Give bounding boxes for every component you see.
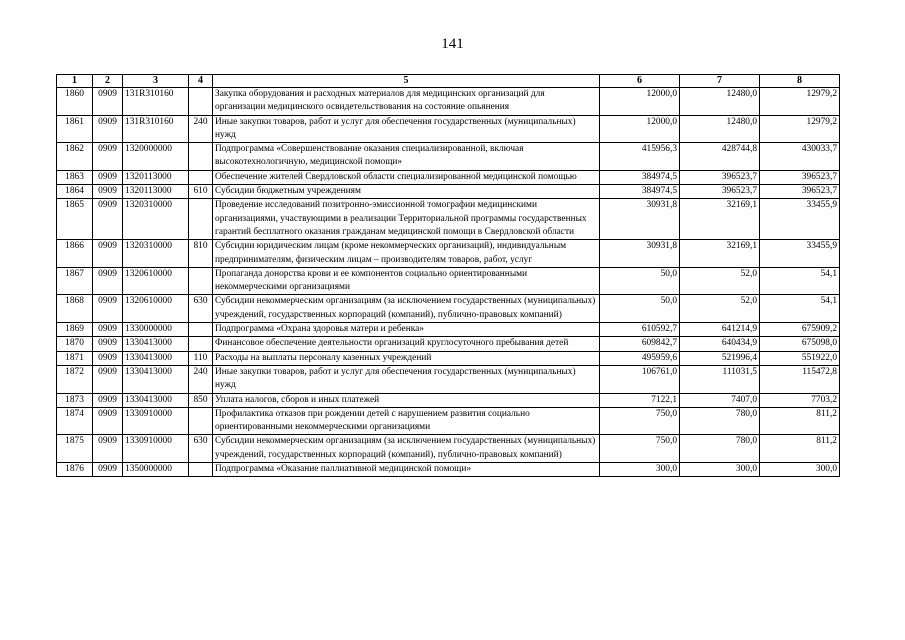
amount-year3-cell: 675098,0 [760,337,840,351]
table-header-row [57,75,840,88]
amount-year3-cell: 675909,2 [760,323,840,337]
description-cell: Иные закупки товаров, работ и услуг для обеспечения государственных (муниципальных) нужд [213,115,600,143]
description-cell: Субсидии юридическим лицам (кроме некоммерческих организаций), индивидуальным предпринимателям, физическим лицам – производителям товаров, работ, услуг [213,240,600,268]
section-code-cell: 0909 [93,407,123,435]
amount-year2-cell: 111031,5 [680,365,760,393]
expense-type-cell [189,323,213,337]
row-number-cell: 1860 [57,88,93,116]
row-number-cell: 1876 [57,463,93,477]
section-code-cell: 0909 [93,88,123,116]
column-header: 7 [680,75,760,88]
column-header: 2 [93,75,123,88]
amount-year3-cell: 396523,7 [760,170,840,184]
table-row [57,463,840,477]
expense-type-cell: 630 [189,435,213,463]
amount-year3-cell: 811,2 [760,435,840,463]
table-row [57,407,840,435]
table-row [57,185,840,199]
amount-year3-cell: 115472,8 [760,365,840,393]
section-code-cell: 0909 [93,463,123,477]
target-code-cell: 131R310160 [123,88,189,116]
amount-year1-cell: 384974,5 [600,185,680,199]
amount-year3-cell: 33455,9 [760,199,840,240]
row-number-cell: 1870 [57,337,93,351]
section-code-cell: 0909 [93,435,123,463]
amount-year1-cell: 384974,5 [600,170,680,184]
amount-year1-cell: 30931,8 [600,240,680,268]
amount-year2-cell: 12480,0 [680,115,760,143]
table-row [57,143,840,171]
table-row [57,435,840,463]
row-number-cell: 1873 [57,393,93,407]
amount-year2-cell: 640434,9 [680,337,760,351]
section-code-cell: 0909 [93,185,123,199]
section-code-cell: 0909 [93,351,123,365]
amount-year2-cell: 52,0 [680,295,760,323]
row-number-cell: 1864 [57,185,93,199]
amount-year3-cell: 12979,2 [760,115,840,143]
amount-year1-cell: 50,0 [600,267,680,295]
expense-type-cell: 850 [189,393,213,407]
section-code-cell: 0909 [93,323,123,337]
description-cell: Пропаганда донорства крови и ее компонентов социально ориентированными некоммерческими организациями [213,267,600,295]
amount-year3-cell: 7703,2 [760,393,840,407]
section-code-cell: 0909 [93,393,123,407]
section-code-cell: 0909 [93,143,123,171]
row-number-cell: 1875 [57,435,93,463]
table-row [57,295,840,323]
amount-year3-cell: 12979,2 [760,88,840,116]
expense-type-cell [189,88,213,116]
column-header: 6 [600,75,680,88]
target-code-cell: 1330413000 [123,393,189,407]
amount-year1-cell: 30931,8 [600,199,680,240]
row-number-cell: 1869 [57,323,93,337]
description-cell: Подпрограмма «Охрана здоровья матери и ребенка» [213,323,600,337]
table-row [57,365,840,393]
description-cell: Закупка оборудования и расходных материалов для медицинских организаций для организации медицинского освидетельствования на состояние опьянения [213,88,600,116]
amount-year3-cell: 396523,7 [760,185,840,199]
description-cell: Подпрограмма «Совершенствование оказания специализированной, включая высокотехнологичную, медицинской помощи» [213,143,600,171]
table-row [57,267,840,295]
description-cell: Субсидии бюджетным учреждениям [213,185,600,199]
description-cell: Расходы на выплаты персоналу казенных учреждений [213,351,600,365]
table-row [57,199,840,240]
table-row [57,393,840,407]
section-code-cell: 0909 [93,115,123,143]
description-cell: Профилактика отказов при рождении детей с нарушением развития социально ориентированными некоммерческими организациями [213,407,600,435]
table-row [57,115,840,143]
row-number-cell: 1861 [57,115,93,143]
column-header: 5 [213,75,600,88]
column-header: 4 [189,75,213,88]
target-code-cell: 1330000000 [123,323,189,337]
column-header: 3 [123,75,189,88]
row-number-cell: 1866 [57,240,93,268]
section-code-cell: 0909 [93,365,123,393]
amount-year2-cell: 428744,8 [680,143,760,171]
description-cell: Субсидии некоммерческим организациям (за исключением государственных (муниципальных) учреждений, государственных корпораций (компаний), публично-правовых компаний) [213,295,600,323]
amount-year2-cell: 396523,7 [680,185,760,199]
amount-year3-cell: 430033,7 [760,143,840,171]
table-row [57,170,840,184]
row-number-cell: 1867 [57,267,93,295]
amount-year2-cell: 12480,0 [680,88,760,116]
amount-year3-cell: 54,1 [760,267,840,295]
row-number-cell: 1874 [57,407,93,435]
column-header: 8 [760,75,840,88]
table-row [57,323,840,337]
amount-year2-cell: 32169,1 [680,199,760,240]
description-cell: Обеспечение жителей Свердловской области специализированной медицинской помощью [213,170,600,184]
description-cell: Уплата налогов, сборов и иных платежей [213,393,600,407]
target-code-cell: 1330413000 [123,337,189,351]
amount-year3-cell: 300,0 [760,463,840,477]
row-number-cell: 1862 [57,143,93,171]
amount-year1-cell: 106761,0 [600,365,680,393]
amount-year1-cell: 415956,3 [600,143,680,171]
amount-year1-cell: 50,0 [600,295,680,323]
amount-year2-cell: 521996,4 [680,351,760,365]
table-row [57,240,840,268]
target-code-cell: 1320113000 [123,170,189,184]
amount-year2-cell: 396523,7 [680,170,760,184]
amount-year1-cell: 610592,7 [600,323,680,337]
target-code-cell: 1330413000 [123,351,189,365]
amount-year1-cell: 495959,6 [600,351,680,365]
target-code-cell: 1320000000 [123,143,189,171]
section-code-cell: 0909 [93,295,123,323]
expense-type-cell [189,407,213,435]
expense-type-cell [189,337,213,351]
section-code-cell: 0909 [93,267,123,295]
description-cell: Иные закупки товаров, работ и услуг для обеспечения государственных (муниципальных) нужд [213,365,600,393]
amount-year2-cell: 780,0 [680,435,760,463]
budget-table [56,74,840,477]
expense-type-cell: 110 [189,351,213,365]
page-number: 141 [441,36,464,52]
table-body [57,88,840,477]
target-code-cell: 1350000000 [123,463,189,477]
expense-type-cell: 610 [189,185,213,199]
section-code-cell: 0909 [93,337,123,351]
description-cell: Субсидии некоммерческим организациям (за исключением государственных (муниципальных) учреждений, государственных корпораций (компаний), публично-правовых компаний) [213,435,600,463]
expense-type-cell: 240 [189,365,213,393]
amount-year3-cell: 54,1 [760,295,840,323]
amount-year1-cell: 12000,0 [600,88,680,116]
row-number-cell: 1865 [57,199,93,240]
row-number-cell: 1872 [57,365,93,393]
description-cell: Финансовое обеспечение деятельности организаций круглосуточного пребывания детей [213,337,600,351]
amount-year2-cell: 52,0 [680,267,760,295]
target-code-cell: 1320610000 [123,267,189,295]
expense-type-cell: 810 [189,240,213,268]
expense-type-cell: 630 [189,295,213,323]
expense-type-cell: 240 [189,115,213,143]
amount-year1-cell: 609842,7 [600,337,680,351]
target-code-cell: 1320310000 [123,199,189,240]
description-cell: Подпрограмма «Оказание паллиативной медицинской помощи» [213,463,600,477]
target-code-cell: 1320610000 [123,295,189,323]
amount-year2-cell: 32169,1 [680,240,760,268]
target-code-cell: 1320310000 [123,240,189,268]
amount-year1-cell: 750,0 [600,435,680,463]
amount-year2-cell: 780,0 [680,407,760,435]
expense-type-cell [189,267,213,295]
description-cell: Проведение исследований позитронно-эмиссионной томографии медицинскими организациями, участвующими в реализации Территориальной программы государственных гарантий бесплатного оказания гражданам медицинской помощи в Свердловской области [213,199,600,240]
section-code-cell: 0909 [93,170,123,184]
row-number-cell: 1868 [57,295,93,323]
table-row [57,88,840,116]
row-number-cell: 1871 [57,351,93,365]
amount-year1-cell: 750,0 [600,407,680,435]
target-code-cell: 1320113000 [123,185,189,199]
target-code-cell: 1330910000 [123,407,189,435]
amount-year1-cell: 300,0 [600,463,680,477]
amount-year1-cell: 12000,0 [600,115,680,143]
row-number-cell: 1863 [57,170,93,184]
target-code-cell: 1330910000 [123,435,189,463]
column-header: 1 [57,75,93,88]
expense-type-cell [189,143,213,171]
amount-year2-cell: 641214,9 [680,323,760,337]
section-code-cell: 0909 [93,199,123,240]
expense-type-cell [189,170,213,184]
target-code-cell: 1330413000 [123,365,189,393]
table-row [57,337,840,351]
table-row [57,351,840,365]
target-code-cell: 131R310160 [123,115,189,143]
expense-type-cell [189,199,213,240]
amount-year1-cell: 7122,1 [600,393,680,407]
amount-year3-cell: 551922,0 [760,351,840,365]
amount-year2-cell: 7407,0 [680,393,760,407]
expense-type-cell [189,463,213,477]
amount-year3-cell: 33455,9 [760,240,840,268]
section-code-cell: 0909 [93,240,123,268]
amount-year3-cell: 811,2 [760,407,840,435]
amount-year2-cell: 300,0 [680,463,760,477]
